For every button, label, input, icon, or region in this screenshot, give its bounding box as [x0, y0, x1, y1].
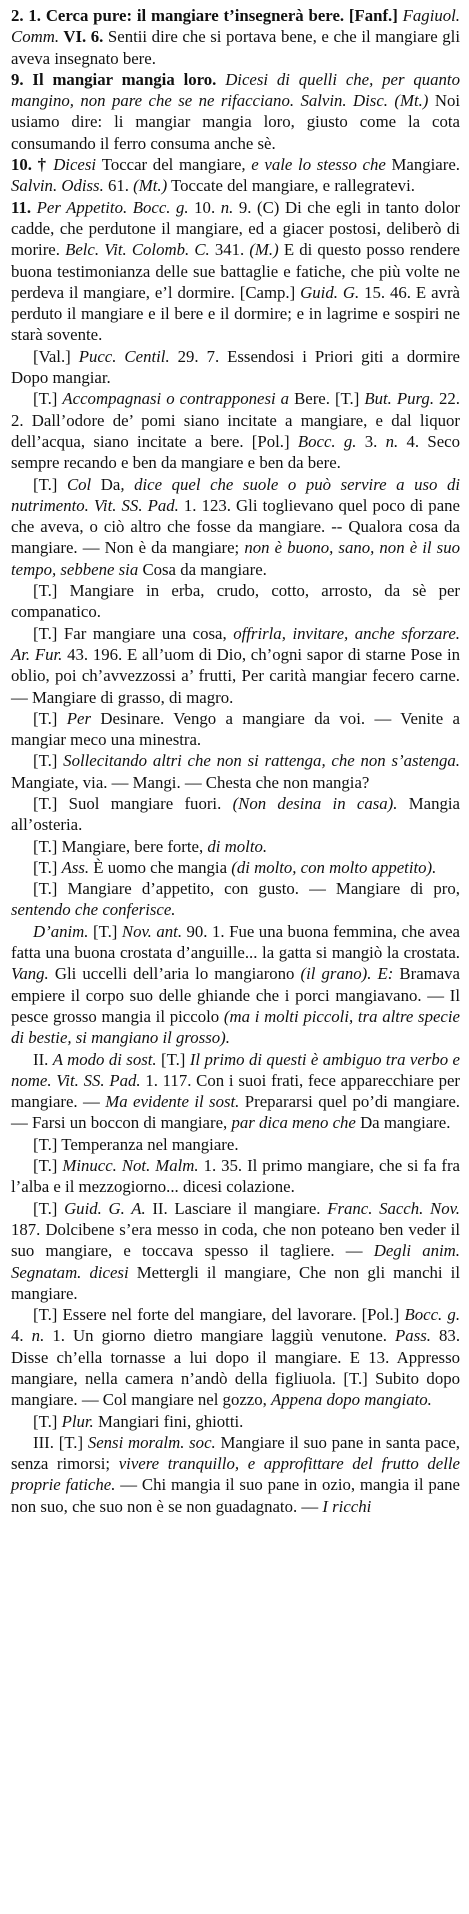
text-run: [T.] [33, 708, 67, 728]
text-run: [T.] Temperanza nel mangiare. [33, 1134, 239, 1154]
text-run: 22. 2. Dall’odore de’ pomi siano incitate a mangiare, e dal liquor dell’acqua, siano incitate a bere. [Pol.] [11, 389, 461, 451]
text-run: [T.] Mangiare d’appetito, con gusto. — Mangiare di pro, [33, 879, 460, 899]
text-run: Dicesi di quelli che, per quanto mangino, non pare che se ne rifacciano. Salvin. Disc. (Mt.) [11, 69, 460, 111]
text-run: (di molto, con molto appetito). [231, 857, 437, 877]
text-run: (il grano). E: [300, 964, 394, 984]
text-run: 11. [11, 197, 37, 217]
text-run: Toccate del mangiare, e rallegratevi. [167, 176, 415, 196]
text-run: Mangiare il suo pane in santa pace, senza rimorsi; [11, 1432, 460, 1474]
text-run: 29. 7. Essendosi i Priori giti a dormire Dopo mangiar. [11, 346, 460, 388]
text-run: [Val.] [33, 346, 79, 366]
text-run: Bocc. g. [297, 431, 357, 451]
text-run: E di questo posso rendere buona testimonianza delle sue battaglie e fatiche, che più volte ne perdeva il mangiare, e’l dormire. [Camp.] [11, 240, 460, 302]
text-run: Minucc. Not. Malm. [62, 1156, 199, 1176]
text-run: Sensi moralm. soc. [87, 1432, 216, 1452]
text-run: Sollecitando altri che non si rattenga, che non s’astenga. [63, 751, 460, 771]
entry-paragraph [11, 346, 460, 389]
text-run: 43. 196. E all’uom di Dio, ch’ogni sapor di starne Pose in oblio, poi ch’avvezzossi a’ frutti, Per carità mangiar fecero carne. — Mangiare di grasso, di magro. [11, 644, 460, 707]
text-run: [T.] Far mangiare una cosa, [33, 623, 234, 643]
text-run: Appena dopo mangiato. [271, 1390, 432, 1410]
text-run: [T.] [33, 857, 62, 877]
text-run: [T.] [33, 1198, 65, 1218]
text-run: (Non desina in casa). [232, 793, 398, 813]
text-run: 2. 1. [11, 6, 41, 25]
entry-paragraph [11, 1304, 460, 1410]
text-run: Noi usiamo dire: li mangiar mangia loro, giusto come la cota consumando il ferro consuma anche sè. [11, 91, 460, 153]
text-run: Bramava empiere il corpo suo delle ghiande che i porci mangiavano. — Il pesce grosso mangia il piccolo [11, 964, 460, 1026]
text-run: 341. [209, 240, 250, 260]
text-run: sentendo che conferisce. [11, 900, 176, 920]
text-run: non è buono, sano, non è il suo tempo, sebbene sia [11, 538, 460, 579]
text-run: 1. 123. Gli toglievano quel poco di pane che aveva, o ciò altro che fosse da mangiare. -- Qualora cosa da mangiare. — Non è da mangiare; [11, 495, 460, 558]
text-run: 3. [356, 431, 386, 451]
text-run: Toccar del mangiare [101, 155, 242, 175]
entry-paragraph [11, 154, 460, 197]
text-run: [T.] Mangiare in erba, crudo, cotto, arrosto, da sè per companatico. [11, 581, 460, 622]
entry-paragraph [11, 388, 460, 473]
text-run: Ass. [61, 857, 90, 877]
entry-paragraph [11, 921, 460, 1049]
text-run: [T.] [33, 751, 64, 771]
entry-paragraph [11, 1049, 460, 1134]
text-run: Mangiare. [391, 155, 460, 175]
text-run: Nov. ant. [121, 921, 183, 941]
text-run: Mangiari fini, ghiotti. [93, 1411, 244, 1431]
text-run: [T.] [33, 1156, 63, 1176]
text-run: , e vale lo stesso che [241, 155, 392, 175]
entry-paragraph [11, 750, 460, 793]
text-run: n. [31, 1326, 45, 1346]
text-run: 83. Disse ch’ella tornasse a lui dopo il mangiare. E 13. Appresso mangiare, nella camera n’andò della figliuola. [T.] Subito dopo mangiare. — Col mangiare nel gozzo, [11, 1326, 461, 1410]
text-run: Sentii dire che si portava bene, e che il mangiare gli aveva insegnato bere. [11, 27, 460, 68]
text-run: [T.] [33, 474, 67, 494]
text-run: Franc. Sacch. Nov. [327, 1198, 460, 1218]
text-run: D’anim. [33, 921, 89, 941]
text-run: n. [220, 197, 234, 217]
text-run: II. [33, 1049, 53, 1069]
text-run: VI. 6. [59, 27, 104, 47]
text-run: Bocc. g. [404, 1305, 461, 1325]
entry-paragraph [11, 5, 460, 69]
text-run: 61. [103, 176, 134, 196]
entry-paragraph [11, 793, 460, 836]
text-run: 1. Un giorno dietro mangiare laggiù venutone. [44, 1326, 396, 1346]
entry-paragraph [11, 1432, 460, 1517]
text-run: 15. 46. E avrà perduto il mangiare e il bere e il dormire; e in lagrime e sospiri ne starà sovente. [11, 282, 460, 345]
text-run: 9. (C) Di che egli in tanto dolor cadde, che perdutone il mangiare, ed a giacer postosi, deliberò di morire. [11, 197, 461, 260]
text-run: Cerca pure: il mangiare t’insegnerà bere. [Fanf.] [41, 6, 403, 25]
entry-paragraph [11, 836, 460, 857]
entry-paragraph [11, 580, 460, 623]
text-run: Prepararsi quel po’di mangiare. — Farsi un boccon di mangiare, [11, 1092, 460, 1133]
text-run: II. Lasciare il mangiare. [145, 1198, 328, 1218]
entry-paragraph [11, 1198, 460, 1304]
text-run: vivere tranquillo, e approfittare del frutto delle proprie fatiche. [11, 1454, 461, 1495]
entry-paragraph [11, 1134, 460, 1155]
text-run: Pass. [395, 1326, 431, 1346]
text-run: Desinare. Vengo a mangiare da voi. — Venite a mangiar meco una minestra. [11, 708, 460, 750]
text-run: I ricchi [322, 1496, 372, 1516]
text-run: È uomo che mangia [89, 857, 232, 877]
text-run: Mangia all’osteria. [11, 793, 460, 835]
text-run: [T.] [33, 389, 63, 409]
text-run: III. [T.] [33, 1432, 88, 1452]
text-run: Guid. G. [300, 282, 360, 302]
text-run: Per Appetito. Bocc. g. [36, 197, 189, 217]
text-run: n. [385, 431, 399, 451]
text-run: [T.] [156, 1049, 190, 1069]
text-run: Per [66, 708, 101, 728]
text-run: [T.] [33, 1411, 62, 1431]
entry-paragraph [11, 1155, 460, 1198]
entry-paragraph [11, 708, 460, 751]
entry-paragraph [11, 878, 460, 921]
entry-paragraph [11, 857, 460, 878]
text-run: Salvin. Odiss. [11, 176, 104, 196]
text-run: Ma evidente il sost. [105, 1092, 240, 1112]
text-run: Mettergli il mangiare, Che non gli manchi il mangiare. [11, 1262, 460, 1303]
text-run: offrirla, invitare, anche sforzare. Ar. Fur. [11, 623, 460, 664]
text-run: 10. † [11, 155, 54, 175]
text-run: Col [66, 474, 101, 494]
text-run: Vang. [11, 964, 49, 984]
text-run: Bere. [T.] [294, 389, 365, 409]
text-run: (Mt.) [133, 176, 168, 196]
text-run: di molto. [207, 836, 268, 856]
text-run: Degli anim. Segnatam. dicesi [11, 1241, 460, 1282]
text-run: Accompagnasi o contrapponesi a [62, 389, 295, 409]
text-run: — Chi mangia il suo pane in ozio, mangia il pane non suo, che suo non è se non guadagnato. — [11, 1475, 461, 1516]
text-run: Fagiuol. Comm. [11, 6, 460, 47]
entry-paragraph [11, 69, 460, 154]
text-run: [T.] Mangiare, bere forte, [33, 836, 208, 856]
text-run: 187. Dolcibene s’era messo in coda, che non poteano ben veder il suo mangiare, e toccava spesso il tagliere. — [11, 1219, 460, 1261]
entry-paragraph [11, 1411, 460, 1432]
text-run: 4. [11, 1326, 32, 1346]
text-run: Il primo di questi è ambiguo tra verbo e nome. Vit. SS. Pad. [11, 1049, 460, 1090]
text-run: 1. 117. Con i suoi frati, fece apparecchiare per mangiare. — [11, 1070, 461, 1112]
text-run: Cosa da mangiare. [142, 559, 267, 579]
text-run: Da mangiare. [360, 1113, 451, 1133]
text-run: Plur. [61, 1411, 94, 1431]
text-run: 4. Seco sempre recando e ben da mangiare e ben da bere. [11, 431, 460, 473]
text-run: Gli uccelli dell’aria lo mangiarono [48, 964, 301, 984]
text-run: (ma i molti piccoli, tra altre specie di bestie, si mangiano il grosso). [11, 1006, 460, 1048]
entry-paragraph [11, 474, 460, 580]
text-run: Pucc. Centil. [78, 346, 170, 366]
text-run: Guid. G. A. [64, 1198, 146, 1218]
text-run: par dica meno che [231, 1113, 361, 1133]
text-run: , dice quel che suole o può servire a uso di nutrimento. Vit. SS. Pad. [11, 474, 460, 515]
text-run: But. Purg. [364, 389, 435, 409]
text-run: [T.] Essere nel forte del mangiare, del lavorare. [Pol.] [33, 1305, 405, 1325]
text-run: Mangiate, via. — Mangi. — Chesta che non mangia? [11, 772, 370, 792]
text-run: Belc. Vit. Colomb. C. [65, 240, 210, 260]
text-run: A modo di sost. [52, 1049, 157, 1069]
text-run: [T.] Suol mangiare fuori. [33, 793, 233, 813]
text-run: 10. [188, 197, 221, 217]
text-run: (M.) [249, 240, 279, 260]
text-run: 1. 35. Il primo mangiare, che si fa fra l’alba e il mezzogiorno... dicesi colazione. [11, 1156, 460, 1197]
text-run: Dicesi [53, 155, 102, 175]
entry-paragraph [11, 623, 460, 708]
text-run: 9. Il mangiar mangia loro. [11, 69, 226, 89]
text-run: [T.] [88, 921, 122, 941]
entry-paragraph [11, 197, 460, 346]
text-run: 90. 1. Fue una buona femmina, che avea fatta una buona crostata d’anguille... la gatta si mangiò la crostata. [11, 921, 460, 963]
text-run: Da [100, 474, 121, 494]
